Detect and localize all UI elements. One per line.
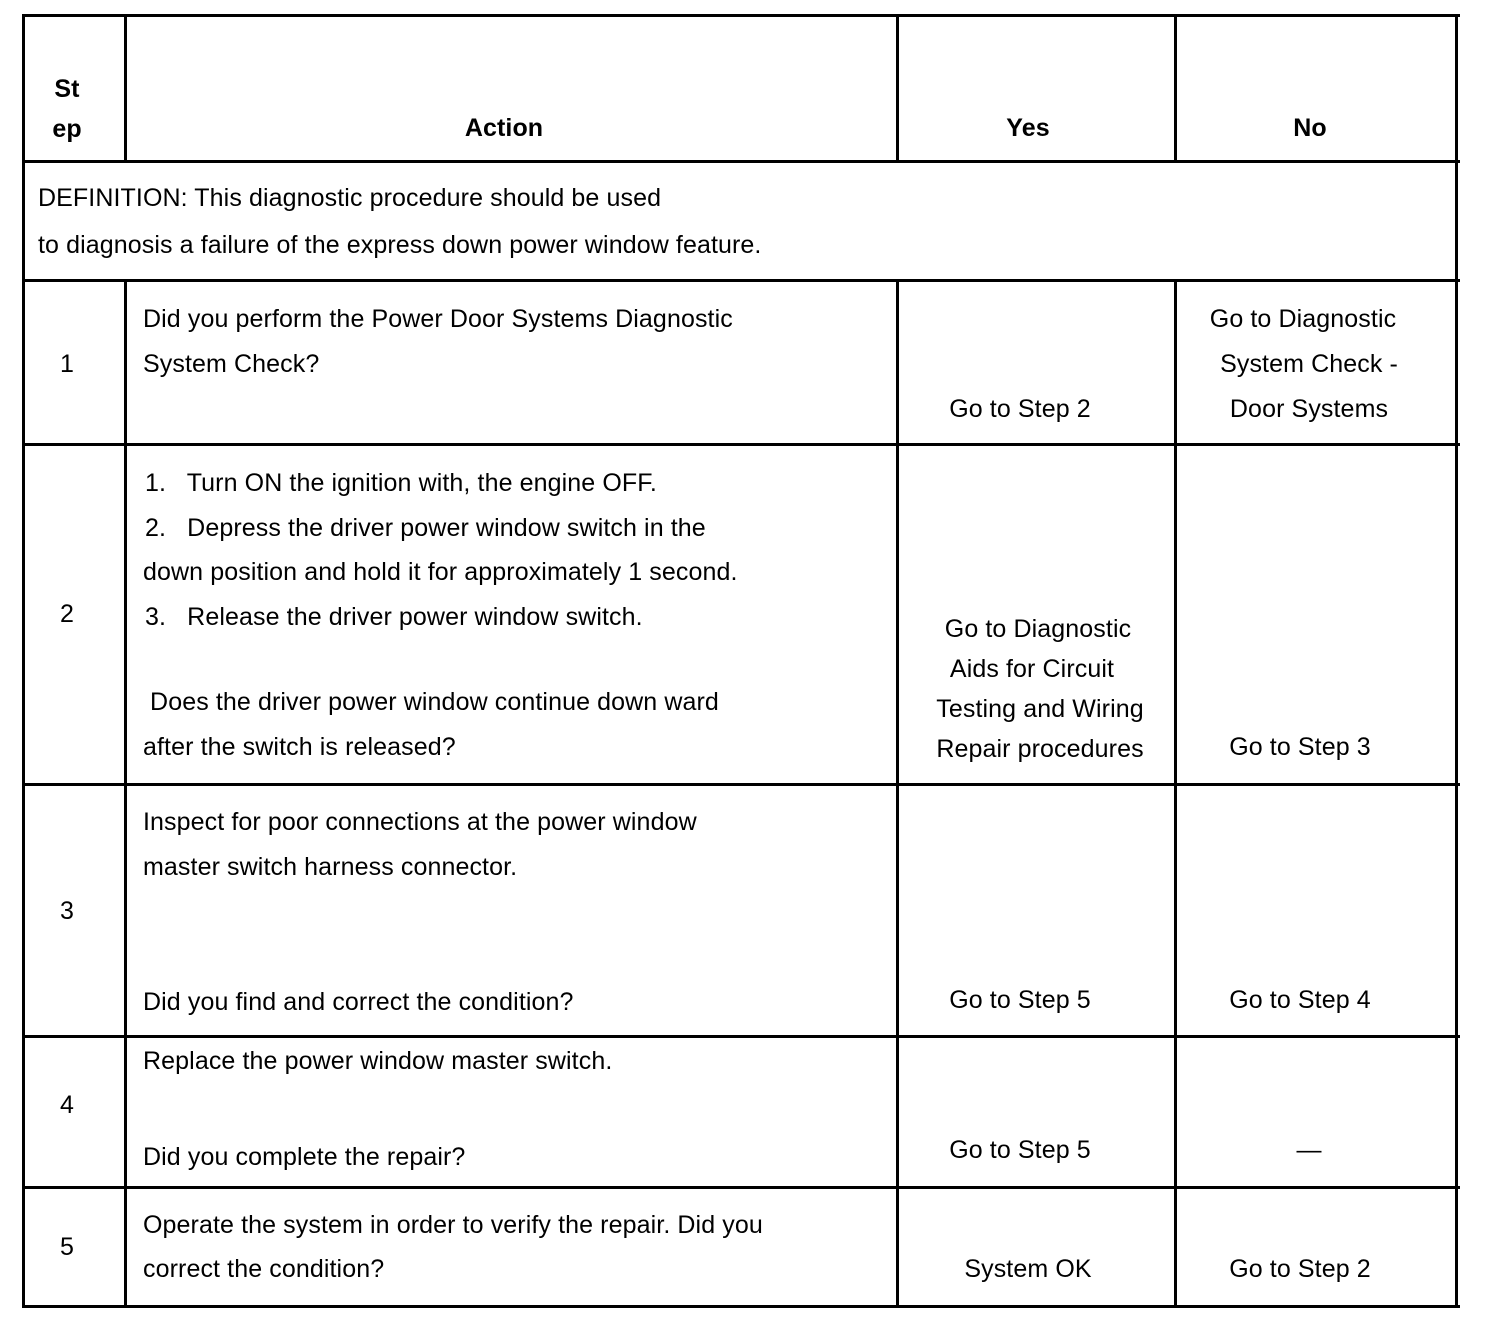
action-text: Replace the power window master switch. — [143, 1047, 613, 1075]
yes-result: Go to Step 5 — [949, 986, 1091, 1014]
header-step: St — [54, 75, 80, 103]
header-yes: Yes — [1006, 114, 1050, 142]
no-result: Go to Step 3 — [1229, 733, 1371, 761]
step-number: 4 — [59, 1091, 75, 1119]
action-text: master switch harness connector. — [143, 853, 518, 881]
column-divider — [124, 279, 127, 1308]
row-divider — [22, 1186, 1460, 1189]
header-no: No — [1293, 114, 1327, 142]
action-text: 2. Depress the driver power window switch in the — [145, 514, 706, 542]
step-number: 3 — [59, 897, 75, 925]
yes-result: Go to Step 2 — [949, 395, 1091, 423]
action-text: System Check? — [143, 350, 320, 378]
yes-result: Testing and Wiring — [936, 695, 1144, 723]
no-result: Door Systems — [1229, 395, 1389, 423]
action-text: Did you find and correct the condition? — [143, 988, 574, 1016]
definition-text: to diagnosis a failure of the express down power window feature. — [38, 231, 762, 259]
definition-text: DEFINITION: This diagnostic procedure should be used — [38, 184, 662, 212]
row-divider — [22, 1035, 1460, 1038]
action-text: 3. Release the driver power window switch. — [145, 603, 643, 631]
definition-divider — [22, 279, 1460, 282]
no-result: Go to Step 2 — [1229, 1255, 1371, 1283]
table-border-bottom — [22, 1305, 1460, 1308]
action-text: Did you complete the repair? — [143, 1143, 466, 1171]
action-text: Did you perform the Power Door Systems Diagnostic — [143, 305, 733, 333]
no-result: Go to Diagnostic — [1209, 305, 1397, 333]
column-divider — [1174, 14, 1177, 163]
column-divider — [1174, 279, 1177, 1308]
no-result: Go to Step 4 — [1229, 986, 1371, 1014]
step-number: 2 — [59, 600, 75, 628]
column-divider — [124, 14, 127, 163]
header-action: Action — [464, 114, 544, 142]
yes-result: System OK — [964, 1255, 1092, 1283]
step-number: 5 — [59, 1233, 75, 1261]
action-text: Operate the system in order to verify the repair. Did you — [143, 1211, 763, 1239]
action-text: correct the condition? — [143, 1255, 385, 1283]
step-number: 1 — [59, 350, 75, 378]
no-result: — — [1296, 1136, 1322, 1164]
header-step: ep — [52, 115, 82, 143]
action-text: Inspect for poor connections at the power window — [143, 808, 697, 836]
action-text: after the switch is released? — [143, 733, 456, 761]
action-text: Does the driver power window continue down ward — [143, 688, 719, 716]
table-border-left — [22, 14, 25, 1308]
row-divider — [22, 783, 1460, 786]
row-divider — [22, 443, 1460, 446]
column-divider — [896, 279, 899, 1308]
yes-result: Aids for Circuit — [949, 655, 1115, 683]
table-border-top — [22, 14, 1460, 17]
yes-result: Go to Diagnostic — [944, 615, 1132, 643]
action-text: down position and hold it for approximately 1 second. — [143, 558, 738, 586]
action-text: 1. Turn ON the ignition with, the engine OFF. — [145, 469, 657, 497]
column-divider — [896, 14, 899, 163]
no-result: System Check - — [1220, 350, 1398, 378]
header-divider — [22, 160, 1460, 163]
yes-result: Repair procedures — [936, 735, 1144, 763]
yes-result: Go to Step 5 — [949, 1136, 1091, 1164]
table-border-right — [1455, 14, 1458, 1308]
